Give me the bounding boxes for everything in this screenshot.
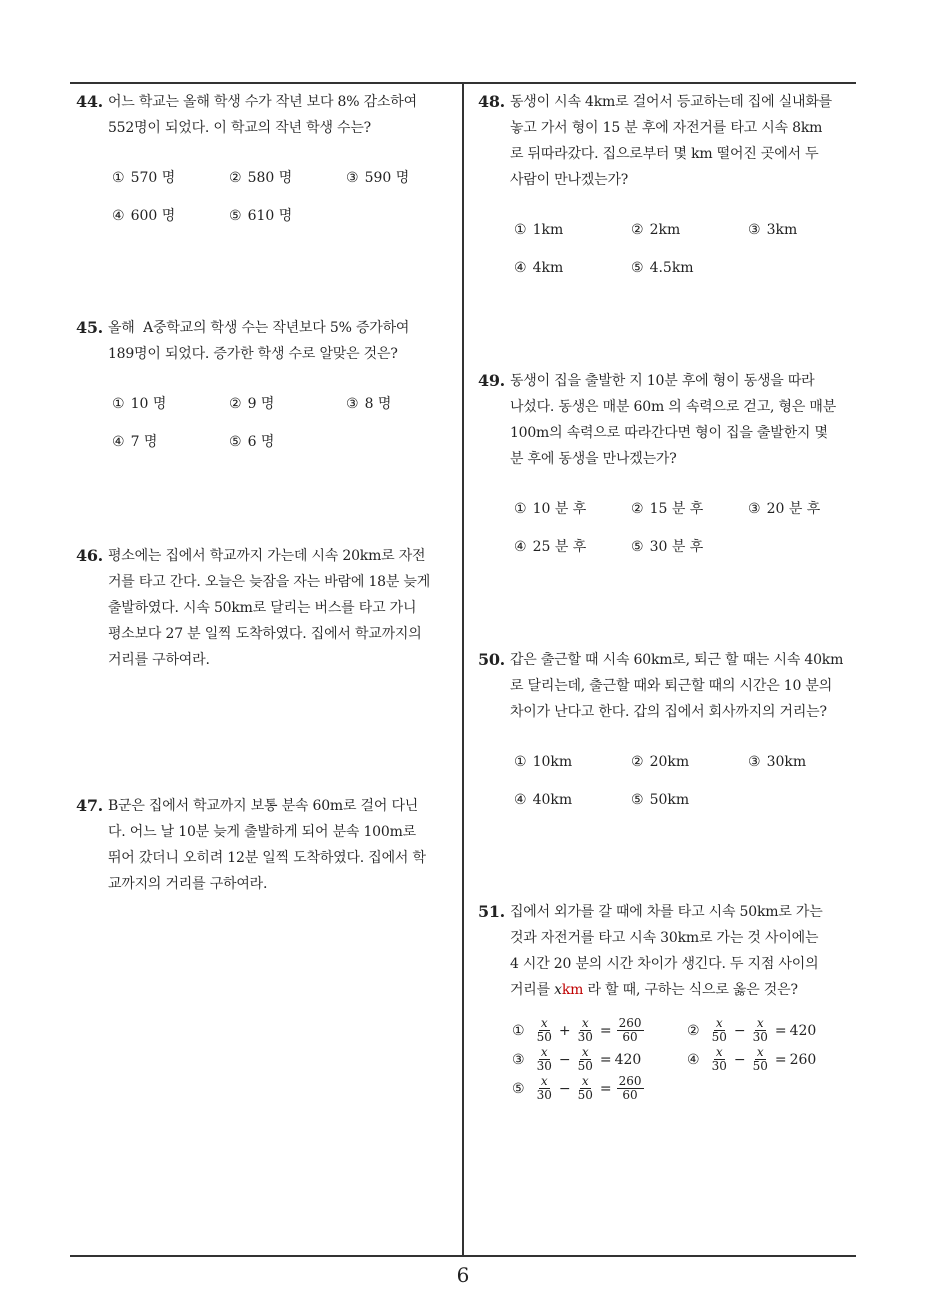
option[interactable]: ⑤ 6 명: [229, 434, 275, 450]
option[interactable]: ② $\frac{x}{50}$ − $\frac{x}{30}$ = 420: [687, 1016, 817, 1044]
option[interactable]: ④ 600 명: [112, 208, 176, 224]
option[interactable]: ② 580 명: [229, 170, 293, 186]
question-text: 동생이 집을 출발한 지 10분 후에 형이 동생을 따라 나섰다. 동생은 매분 60m 의 속력으로 걷고, 형은 매분 100m의 속력으로 따라간다면 형이 집을 출발한지 몇 분 후에 동생을 만나겠는가?: [509, 373, 837, 467]
question-45: [76, 315, 456, 455]
option[interactable]: ④ $\frac{x}{30}$ − $\frac{x}{50}$ = 260: [687, 1045, 817, 1073]
option[interactable]: ③ 8 명: [346, 396, 392, 412]
question-text: 갑은 출근할 때 시속 60km로, 퇴근 할 때는 시속 40km 로 달리는데, 출근할 때와 퇴근할 때의 시간은 10 분의 차이가 난다고 한다. 갑의 집에서 회사까지의 거리는?: [509, 652, 844, 720]
option[interactable]: ② 9 명: [229, 396, 275, 412]
question-number: 50.: [478, 650, 505, 669]
question-text: 동생이 시속 4km로 걸어서 등교하는데 집에 실내화를 놓고 가서 형이 15 분 후에 자전거를 타고 시속 8km 로 뒤따라갔다. 집으로부터 몇 km 떨어진 곳에서 두 사람이 만나겠는가?: [509, 94, 832, 188]
option[interactable]: ③ 3km: [748, 222, 798, 238]
option[interactable]: ① 570 명: [112, 170, 176, 186]
bottom-rule: [70, 1255, 856, 1257]
option[interactable]: ④ 25 분 후: [514, 539, 587, 555]
question-text: 올해 A중학교의 학생 수는 작년보다 5% 증가하여 189명이 되었다. 증가한 학생 수로 알맞은 것은?: [107, 320, 410, 362]
option[interactable]: ④ 7 명: [112, 434, 158, 450]
question-text: 집에서 외가를 갈 때에 차를 타고 시속 50km로 가는 것과 자전거를 타고 시속 30km로 가는 것 사이에는 4 시간 20 분의 시간 차이가 생긴다. 두 지점 사이의 거리를 xkm 라 할 때, 구하는 식으로 옳은 것은?: [509, 904, 823, 998]
option[interactable]: ③ $\frac{x}{30}$ − $\frac{x}{50}$ = 420: [512, 1045, 642, 1073]
option[interactable]: ⑤ 30 분 후: [631, 539, 704, 555]
option[interactable]: ④ 4km: [514, 260, 564, 276]
question-number: 48.: [478, 92, 505, 111]
answer-options: [76, 391, 456, 455]
answer-options: [478, 749, 858, 813]
option[interactable]: ④ 40km: [514, 792, 573, 808]
question-number: 51.: [478, 902, 505, 921]
question-text: 어느 학교는 올해 학생 수가 작년 보다 8% 감소하여 552명이 되었다. 이 학교의 작년 학생 수는?: [107, 94, 417, 136]
question-text: B군은 집에서 학교까지 보통 분속 60m로 걸어 다닌 다. 어느 날 10분 늦게 출발하게 되어 분속 100m로 뛰어 갔더니 오히려 12분 일찍 도착하였다. 집에서 학 교까지의 거리를 구하여라.: [107, 798, 426, 892]
answer-options: [76, 165, 456, 229]
question-44: [76, 89, 456, 229]
answer-options: [478, 496, 858, 560]
option[interactable]: ② 15 분 후: [631, 501, 704, 517]
question-number: 45.: [76, 318, 103, 337]
equation-options: [478, 1017, 858, 1102]
page-number: 6: [456, 1263, 470, 1287]
question-50: [478, 647, 858, 813]
option[interactable]: ① 10 명: [112, 396, 167, 412]
option[interactable]: ② 20km: [631, 754, 690, 770]
question-47: [76, 793, 456, 897]
question-51: [478, 899, 858, 1102]
option[interactable]: ③ 30km: [748, 754, 807, 770]
question-48: [478, 89, 858, 281]
option[interactable]: ② 2km: [631, 222, 681, 238]
question-text: 평소에는 집에서 학교까지 가는데 시속 20km로 자전 거를 타고 간다. 오늘은 늦잠을 자는 바람에 18분 늦게 출발하였다. 시속 50km로 달리는 버스를 타고 가니 평소보다 27 분 일찍 도착하였다. 집에서 학교까지의 거리를 구하여라.: [107, 548, 431, 668]
option[interactable]: ① 10 분 후: [514, 501, 587, 517]
question-49: [478, 368, 858, 560]
highlighted-unit: km: [561, 982, 584, 998]
question-number: 46.: [76, 546, 103, 565]
option[interactable]: ⑤ 50km: [631, 792, 690, 808]
option[interactable]: ⑤ 4.5km: [631, 260, 694, 276]
option[interactable]: ⑤ 610 명: [229, 208, 293, 224]
question-46: [76, 543, 456, 673]
option[interactable]: ③ 20 분 후: [748, 501, 821, 517]
answer-options: [478, 217, 858, 281]
question-number: 47.: [76, 796, 103, 815]
variable-x: x: [554, 982, 562, 998]
option[interactable]: ① 1km: [514, 222, 564, 238]
column-divider: [462, 84, 464, 1256]
option[interactable]: ③ 590 명: [346, 170, 410, 186]
question-number: 49.: [478, 371, 505, 390]
option[interactable]: ① 10km: [514, 754, 573, 770]
option[interactable]: ⑤ $\frac{x}{30}$ − $\frac{x}{50}$ = $\frac{260}{60}$: [512, 1074, 642, 1102]
option[interactable]: ① $\frac{x}{50}$ + $\frac{x}{30}$ = $\frac{260}{60}$: [512, 1016, 642, 1044]
question-number: 44.: [76, 92, 103, 111]
